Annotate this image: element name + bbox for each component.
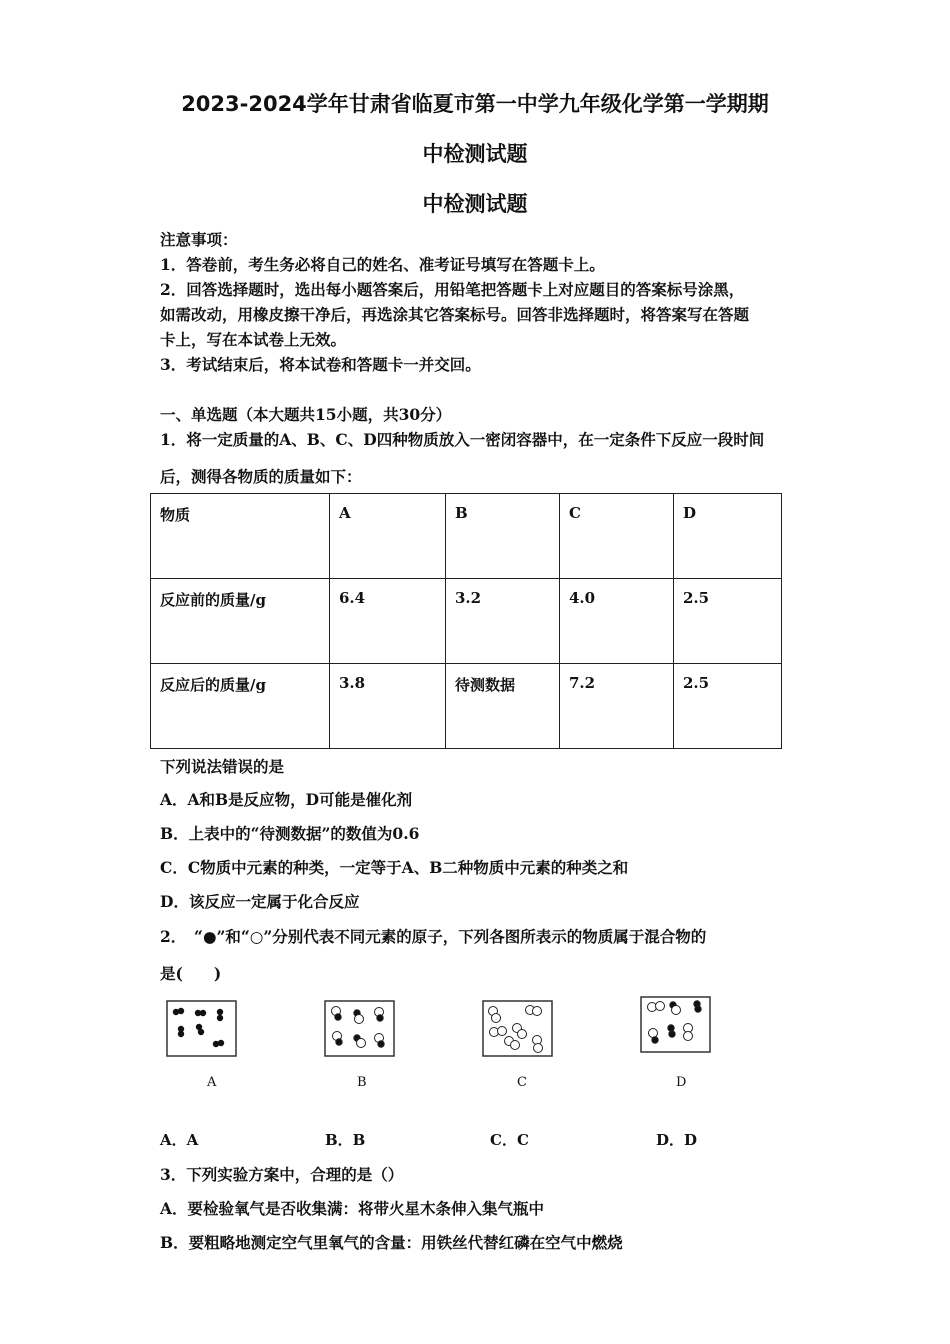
q2-stem-line2: 是( )	[160, 964, 222, 983]
q2-figure-a	[166, 1000, 238, 1058]
q2-option-d: D．D	[656, 1131, 698, 1149]
notice-item: 卡上，写在本试卷上无效。	[160, 330, 347, 349]
q1-option-b: B．上表中的“待测数据”的数值为0.6	[160, 824, 420, 843]
q1-stem-line1: 1．将一定质量的A、B、C、D四种物质放入一密闭容器中，在一定条件下反应一段时间	[160, 430, 765, 449]
table-row	[151, 664, 782, 749]
exam-title-line1: 2023-2024学年甘肃省临夏市第一中学九年级化学第一学期期	[181, 92, 769, 116]
exam-title-line2: 中检测试题	[422, 142, 528, 166]
notice-heading: 注意事项：	[160, 230, 238, 249]
q2-option-a: A．A	[160, 1131, 199, 1149]
q1-stem-line2: 后，测得各物质的质量如下：	[160, 467, 362, 486]
table-cell: 2.5	[674, 579, 782, 664]
table-cell: C	[560, 494, 674, 579]
q3-option-a: A．要检验氧气是否收集满：将带火星木条伸入集气瓶中	[160, 1199, 545, 1218]
table-cell: 物质	[151, 494, 330, 579]
table-cell: 6.4	[330, 579, 446, 664]
q1-prompt: 下列说法错误的是	[160, 757, 285, 776]
q1-option-a: A．A和B是反应物，D可能是催化剂	[160, 790, 413, 809]
q3-option-b: B．要粗略地测定空气里氧气的含量：用铁丝代替红磷在空气中燃烧	[160, 1233, 623, 1252]
table-cell: 7.2	[560, 664, 674, 749]
table-cell: 3.2	[446, 579, 560, 664]
table-row	[151, 579, 782, 664]
q3-stem: 3．下列实验方案中，合理的是（）	[160, 1165, 404, 1184]
table-cell: 3.8	[330, 664, 446, 749]
table-row	[151, 494, 782, 579]
q2-figure-label: A	[207, 1075, 217, 1090]
q1-mass-table	[150, 493, 782, 749]
q2-stem-line1: 2． “●”和“○”分别代表不同元素的原子，下列各图所表示的物质属于混合物的	[160, 927, 707, 946]
q2-option-b: B．B	[325, 1131, 366, 1149]
q2-figure-d	[640, 996, 712, 1054]
section-heading: 一、单选题（本大题共15小题，共30分）	[160, 405, 452, 424]
table-cell: A	[330, 494, 446, 579]
q1-option-d: D．该反应一定属于化合反应	[160, 892, 360, 911]
notice-item: 3．考试结束后，将本试卷和答题卡一并交回。	[160, 355, 481, 374]
notice-item: 2．回答选择题时，选出每小题答案后，用铅笔把答题卡上对应题目的答案标号涂黑，	[160, 280, 745, 299]
table-cell: 反应后的质量/g	[151, 664, 330, 749]
q2-figure-label: B	[357, 1075, 367, 1090]
notice-item: 如需改动，用橡皮擦干净后，再选涂其它答案标号。回答非选择题时，将答案写在答题	[160, 305, 750, 324]
q2-option-c: C．C	[490, 1131, 529, 1149]
q2-figure-c	[482, 1000, 554, 1058]
q2-figure-b	[324, 1000, 396, 1058]
q1-option-c: C．C物质中元素的种类，一定等于A、B二种物质中元素的种类之和	[160, 858, 629, 877]
table-cell: 4.0	[560, 579, 674, 664]
exam-title-line3: 中检测试题	[422, 192, 528, 216]
notice-item: 1．答卷前，考生务必将自己的姓名、准考证号填写在答题卡上。	[160, 255, 605, 274]
q2-figure-label: C	[517, 1075, 527, 1090]
table-cell: 反应前的质量/g	[151, 579, 330, 664]
table-cell: B	[446, 494, 560, 579]
table-cell: D	[674, 494, 782, 579]
q2-figure-label: D	[676, 1075, 687, 1090]
table-cell: 2.5	[674, 664, 782, 749]
table-cell: 待测数据	[446, 664, 560, 749]
